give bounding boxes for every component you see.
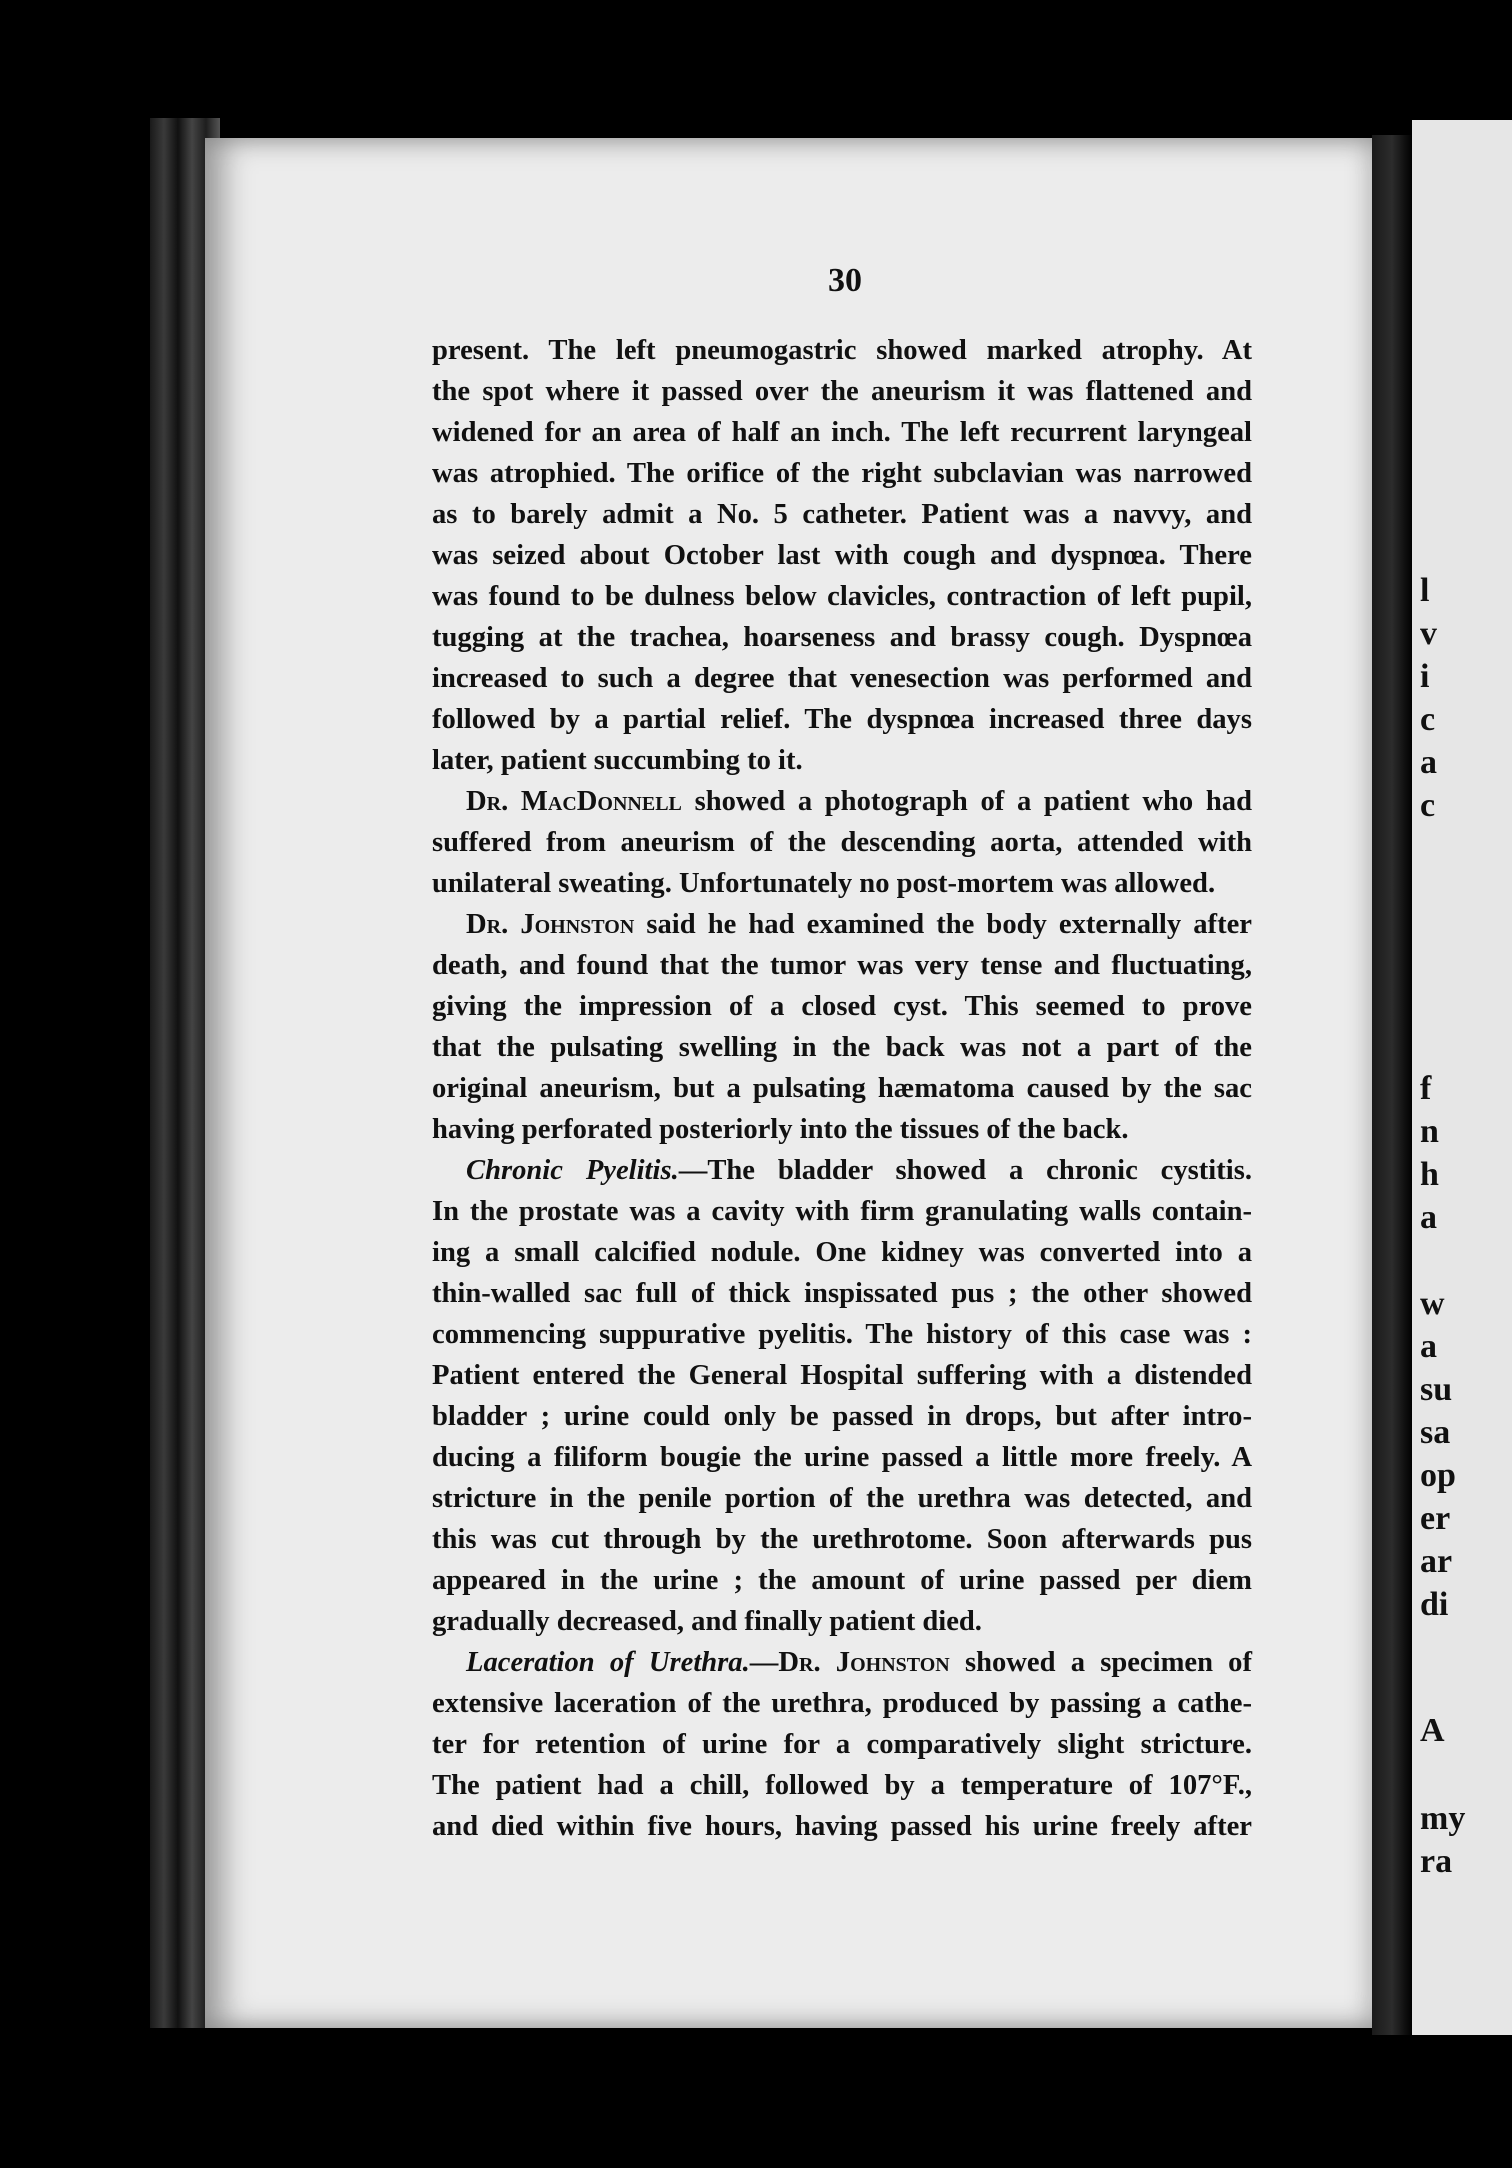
next-page-fragment: a (1420, 744, 1437, 781)
next-page-fragment: c (1420, 701, 1436, 738)
text-line: Patient entered the General Hospital suffering with a distended (432, 1360, 1252, 1391)
text-line: tugging at the trachea, hoarseness and brassy cough. Dyspnœa (432, 622, 1252, 653)
paragraph-start (432, 1642, 1252, 1683)
next-page-fragment: di (1420, 1586, 1449, 1623)
text-line: ing a small calcified nodule. One kidney was converted into a (432, 1237, 1252, 1268)
text-line: ter for retention of urine for a comparatively slight stricture. (432, 1729, 1252, 1760)
next-page-fragment: a (1420, 1199, 1437, 1236)
text-line: —The bladder showed a chronic cystitis. (678, 1155, 1252, 1186)
next-page-fragment: ar (1420, 1543, 1453, 1580)
text-line: death, and found that the tumor was very tense and fluctuating, (432, 950, 1252, 981)
next-page-fragment: sa (1420, 1414, 1451, 1451)
next-page-fragment: h (1420, 1156, 1439, 1193)
text-line: suffered from aneurism of the descending aorta, attended with (432, 827, 1252, 858)
page-number: 30 (828, 262, 862, 299)
paragraph-start (432, 781, 1252, 822)
text-line: stricture in the penile portion of the urethra was detected, and (432, 1483, 1252, 1514)
text-line: that the pulsating swelling in the back was not a part of the (432, 1032, 1252, 1063)
text-line: original aneurism, but a pulsating hæmatoma caused by the sac (432, 1073, 1252, 1104)
text-line: having perforated posteriorly into the tissues of the back. (432, 1114, 1129, 1145)
section-heading: Laceration of Urethra. (466, 1647, 750, 1678)
next-page-fragment: i (1420, 658, 1430, 695)
next-page-edge (1412, 120, 1512, 2035)
text-line: gradually decreased, and finally patient died. (432, 1606, 982, 1637)
text-line: was atrophied. The orifice of the right subclavian was narrowed (432, 458, 1252, 489)
text-line: In the prostate was a cavity with firm granulating walls contain- (432, 1196, 1252, 1227)
next-page-fragment: a (1420, 1328, 1437, 1365)
next-page-fragment: n (1420, 1113, 1439, 1150)
text-line: as to barely admit a No. 5 catheter. Patient was a navvy, and (432, 499, 1252, 530)
next-page-fragment: er (1420, 1500, 1451, 1537)
text-line: was seized about October last with cough and dyspnœa. There (432, 540, 1252, 571)
text-line: later, patient succumbing to it. (432, 745, 803, 776)
text-line: The patient had a chill, followed by a temperature of 107°F., (432, 1770, 1252, 1801)
next-page-fragment: w (1420, 1285, 1445, 1322)
text-line: followed by a partial relief. The dyspnœa increased three days (432, 704, 1252, 735)
next-page-fragment: su (1420, 1371, 1453, 1408)
paragraph-start (432, 1150, 1252, 1191)
text-line: ducing a filiform bougie the urine passed a little more freely. A (432, 1442, 1252, 1473)
next-page-fragment: my (1420, 1800, 1466, 1837)
next-page-fragment: l (1420, 572, 1430, 609)
text-line: said he had examined the body externally after (646, 909, 1252, 940)
page-edge (1372, 135, 1412, 2035)
text-line: showed a photograph of a patient who had (694, 786, 1252, 817)
paragraph-start (432, 904, 1252, 945)
speaker-name: Dr. MacDonnell (466, 786, 682, 817)
text-line: bladder ; urine could only be passed in drops, but after intro- (432, 1401, 1252, 1432)
text-line: widened for an area of half an inch. The left recurrent laryngeal (432, 417, 1252, 448)
next-page-fragment: f (1420, 1070, 1432, 1107)
text-line: extensive laceration of the urethra, produced by passing a cathe- (432, 1688, 1252, 1719)
text-line: increased to such a degree that venesection was performed and (432, 663, 1252, 694)
text-line: appeared in the urine ; the amount of urine passed per diem (432, 1565, 1252, 1596)
next-page-fragment: op (1420, 1457, 1456, 1494)
next-page-fragment: ra (1420, 1843, 1453, 1880)
next-page-fragment: c (1420, 787, 1436, 824)
text-line: and died within five hours, having passed his urine freely after (432, 1811, 1252, 1842)
dash: — (749, 1647, 779, 1678)
next-page-fragment: A (1420, 1712, 1445, 1749)
text-line: unilateral sweating. Unfortunately no post-mortem was allowed. (432, 868, 1216, 899)
text-line: commencing suppurative pyelitis. The history of this case was : (432, 1319, 1252, 1350)
page-body (432, 330, 1252, 1847)
section-heading: Chronic Pyelitis. (466, 1155, 679, 1186)
next-page-fragment: v (1420, 615, 1437, 652)
text-line: the spot where it passed over the aneurism it was flattened and (432, 376, 1252, 407)
text-line: giving the impression of a closed cyst. This seemed to prove (432, 991, 1252, 1022)
text-line: present. The left pneumogastric showed marked atrophy. At (432, 335, 1252, 366)
text-line: thin-walled sac full of thick inspissated pus ; the other showed (432, 1278, 1252, 1309)
speaker-name: Dr. Johnston (466, 909, 635, 940)
text-line: was found to be dulness below clavicles, contraction of left pupil, (432, 581, 1252, 612)
speaker-name: Dr. Johnston (778, 1647, 950, 1678)
text-line: this was cut through by the urethrotome. Soon afterwards pus (432, 1524, 1252, 1555)
text-line: showed a specimen of (964, 1647, 1252, 1678)
